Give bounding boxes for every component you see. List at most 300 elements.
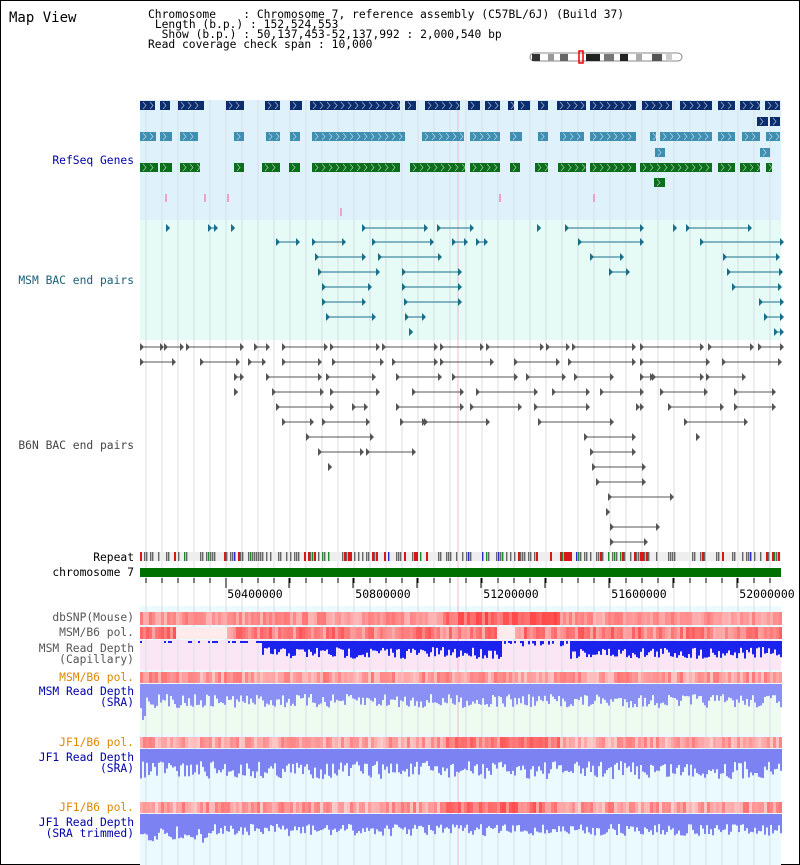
depth-bar xyxy=(270,641,272,654)
heat-cell xyxy=(725,737,728,748)
label-msm-depth-capillary[interactable] xyxy=(39,643,134,665)
depth-bar xyxy=(372,641,374,651)
depth-bar xyxy=(756,641,758,648)
depth-bar xyxy=(512,814,514,825)
heat-cell xyxy=(611,612,614,625)
heat-cell xyxy=(392,672,395,683)
heat-cell xyxy=(698,612,701,625)
label-msm-b6-pol-2[interactable]: MSM/B6 pol. xyxy=(59,671,134,684)
heat-cell xyxy=(356,737,359,748)
heat-cell xyxy=(686,737,689,748)
heat-cell xyxy=(449,672,452,683)
repeat-element xyxy=(270,552,271,561)
bac-end-marker xyxy=(668,403,672,411)
depth-bar xyxy=(512,749,514,771)
heat-cell xyxy=(467,802,470,813)
label-b6n-bac[interactable]: B6N BAC end pairs xyxy=(18,439,134,452)
heat-cell xyxy=(398,802,401,813)
heat-cell xyxy=(299,627,302,639)
depth-bar xyxy=(332,814,334,830)
depth-bar xyxy=(522,749,524,766)
depth-bar xyxy=(442,814,444,833)
bac-end-marker xyxy=(706,373,710,381)
heat-cell xyxy=(476,737,479,748)
depth-bar xyxy=(356,641,358,657)
heat-cell xyxy=(776,672,779,683)
repeat-element xyxy=(470,552,471,561)
depth-bar xyxy=(256,749,258,772)
depth-bar xyxy=(732,684,734,700)
heat-cell xyxy=(671,627,674,639)
depth-bar xyxy=(238,749,240,773)
bac-end-marker xyxy=(538,418,542,426)
heat-cell xyxy=(353,737,356,748)
repeat-element xyxy=(640,552,642,561)
bac-end-marker xyxy=(574,373,578,381)
depth-bar xyxy=(152,814,154,841)
heat-cell xyxy=(602,672,605,683)
heat-cell xyxy=(776,802,779,813)
depth-bar xyxy=(322,641,324,650)
heat-cell xyxy=(590,802,593,813)
depth-bar xyxy=(682,814,684,835)
depth-bar xyxy=(290,749,292,772)
depth-bar xyxy=(398,641,400,649)
axis-tick-label: 51600000 xyxy=(611,587,667,601)
depth-bar xyxy=(658,814,660,824)
heat-cell xyxy=(458,612,461,625)
heat-cell xyxy=(335,737,338,748)
repeat-element xyxy=(348,552,350,561)
bac-end-marker xyxy=(140,343,144,351)
depth-bar xyxy=(382,641,384,648)
depth-bar xyxy=(310,641,312,652)
depth-bar xyxy=(362,814,364,828)
label-chromosome[interactable]: chromosome 7 xyxy=(52,566,134,579)
depth-bar xyxy=(170,749,172,765)
heat-cell xyxy=(215,737,218,748)
depth-bar xyxy=(306,641,308,657)
heat-cell xyxy=(545,612,548,625)
heat-cell xyxy=(527,612,530,625)
depth-bar xyxy=(496,684,498,707)
depth-bar xyxy=(566,749,568,771)
repeat-element xyxy=(232,552,233,561)
depth-bar xyxy=(452,749,454,764)
depth-bar xyxy=(306,814,308,826)
heat-cell xyxy=(311,802,314,813)
bac-end-marker xyxy=(632,448,636,456)
repeat-element xyxy=(420,552,421,561)
depth-bar xyxy=(732,641,734,655)
heat-cell xyxy=(674,802,677,813)
heat-cell xyxy=(470,627,473,639)
heat-cell xyxy=(656,672,659,683)
depth-bar xyxy=(408,749,410,777)
depth-bar xyxy=(626,814,628,826)
depth-bar xyxy=(772,749,774,774)
heat-cell xyxy=(641,737,644,748)
depth-bar xyxy=(478,749,480,775)
depth-bar xyxy=(296,814,298,830)
heat-cell xyxy=(263,627,266,639)
depth-bar xyxy=(356,814,358,833)
depth-bar xyxy=(482,749,484,764)
heat-cell xyxy=(278,627,281,639)
heat-cell xyxy=(578,612,581,625)
heat-cell xyxy=(632,612,635,625)
depth-bar xyxy=(146,684,148,698)
bac-end-marker xyxy=(708,343,712,351)
depth-bar xyxy=(488,641,490,651)
depth-bar xyxy=(442,684,444,698)
heat-cell xyxy=(482,672,485,683)
bac-end-marker xyxy=(392,358,396,366)
heat-cell xyxy=(659,672,662,683)
bac-end-marker xyxy=(396,373,400,381)
heat-cell xyxy=(707,627,710,639)
heat-cell xyxy=(458,627,461,639)
heat-cell xyxy=(515,627,518,639)
depth-bar xyxy=(478,814,480,829)
heat-cell xyxy=(776,737,779,748)
depth-bar xyxy=(742,814,744,824)
depth-bar xyxy=(452,684,454,704)
heat-cell xyxy=(206,612,209,625)
heat-cell xyxy=(644,612,647,625)
heat-cell xyxy=(269,627,272,639)
depth-bar xyxy=(556,684,558,701)
depth-bar xyxy=(304,814,306,833)
heat-cell xyxy=(704,802,707,813)
depth-bar xyxy=(300,641,302,649)
heat-cell xyxy=(236,627,239,639)
depth-bar xyxy=(194,684,196,694)
depth-bar xyxy=(516,684,518,704)
heat-cell xyxy=(449,802,452,813)
heat-cell xyxy=(425,612,428,625)
depth-bar xyxy=(744,814,746,831)
repeat-element xyxy=(234,552,235,561)
depth-bar xyxy=(562,814,564,826)
heat-cell xyxy=(338,612,341,625)
depth-bar xyxy=(420,684,422,702)
heat-cell xyxy=(323,627,326,639)
heat-cell xyxy=(557,672,560,683)
heat-cell xyxy=(284,612,287,625)
depth-bar xyxy=(688,684,690,696)
depth-bar xyxy=(728,814,730,835)
heat-cell xyxy=(629,672,632,683)
heat-cell xyxy=(527,802,530,813)
gene-block xyxy=(470,132,500,141)
heat-cell xyxy=(254,737,257,748)
depth-bar xyxy=(486,814,488,828)
heat-cell xyxy=(380,737,383,748)
depth-bar xyxy=(724,749,726,764)
depth-bar xyxy=(298,814,300,827)
heat-cell xyxy=(176,802,179,813)
heat-cell xyxy=(509,672,512,683)
heat-cell xyxy=(593,737,596,748)
label-jf1-depth-sra[interactable] xyxy=(39,752,134,774)
depth-bar xyxy=(324,749,326,774)
heat-cell xyxy=(413,627,416,639)
depth-bar xyxy=(652,641,654,649)
heat-cell xyxy=(770,802,773,813)
axis-tick-label: 50400000 xyxy=(227,587,283,601)
heat-cell xyxy=(581,627,584,639)
heat-cell xyxy=(524,627,527,639)
depth-bar xyxy=(588,814,590,832)
depth-bar xyxy=(278,749,280,777)
label-jf1-depth-trimmed[interactable] xyxy=(39,817,134,839)
depth-bar xyxy=(488,814,490,826)
repeat-element xyxy=(496,552,497,561)
depth-bar xyxy=(212,641,214,643)
depth-bar xyxy=(614,641,616,657)
heat-cell xyxy=(302,737,305,748)
heat-cell xyxy=(278,672,281,683)
heat-cell xyxy=(326,737,329,748)
repeat-element xyxy=(550,552,552,561)
heat-cell xyxy=(236,802,239,813)
depth-bar xyxy=(574,641,576,652)
depth-bar xyxy=(672,749,674,773)
depth-bar xyxy=(652,814,654,835)
b6n-bac-track[interactable] xyxy=(140,343,784,546)
heat-cell xyxy=(170,627,173,639)
heat-cell xyxy=(164,737,167,748)
depth-bar xyxy=(714,641,716,655)
heat-cell xyxy=(413,612,416,625)
depth-bar xyxy=(434,641,436,656)
depth-bar xyxy=(246,641,248,643)
heat-cell xyxy=(677,672,680,683)
chromosome-ideogram[interactable] xyxy=(530,51,682,63)
heat-cell xyxy=(770,737,773,748)
depth-bar xyxy=(172,749,174,768)
repeat-element xyxy=(202,552,203,561)
heat-cell xyxy=(479,802,482,813)
depth-bar xyxy=(652,749,654,766)
heat-cell xyxy=(155,672,158,683)
depth-bar xyxy=(316,749,318,777)
heat-cell xyxy=(230,737,233,748)
repeat-element xyxy=(722,552,724,561)
depth-bar xyxy=(578,749,580,766)
bac-end-marker xyxy=(584,433,588,441)
heat-cell xyxy=(656,737,659,748)
heat-cell xyxy=(536,737,539,748)
heat-cell xyxy=(299,672,302,683)
depth-bar xyxy=(262,749,264,778)
heat-cell xyxy=(383,672,386,683)
depth-bar xyxy=(286,814,288,829)
depth-bar xyxy=(432,684,434,703)
depth-bar xyxy=(366,814,368,828)
repeat-element xyxy=(260,552,261,561)
depth-bar xyxy=(340,684,342,701)
heat-cell xyxy=(158,737,161,748)
repeat-element xyxy=(586,552,587,561)
depth-bar xyxy=(646,684,648,706)
bac-end-marker xyxy=(438,373,442,381)
label-dbsnp[interactable]: dbSNP(Mouse) xyxy=(52,611,134,624)
depth-bar xyxy=(278,641,280,652)
heat-cell xyxy=(680,737,683,748)
depth-bar xyxy=(632,749,634,762)
heat-cell xyxy=(752,672,755,683)
depth-bar xyxy=(544,749,546,762)
depth-bar xyxy=(170,641,172,643)
depth-bar xyxy=(462,814,464,831)
depth-bar xyxy=(140,684,142,708)
depth-bar xyxy=(642,749,644,772)
heat-cell xyxy=(632,627,635,639)
label-jf1-b6-pol[interactable]: JF1/B6 pol. xyxy=(59,736,134,749)
heat-cell xyxy=(245,672,248,683)
depth-bar xyxy=(572,749,574,773)
repeat-element xyxy=(620,552,621,561)
label-msm-b6-pol[interactable]: MSM/B6 pol. xyxy=(59,626,134,639)
heat-cell xyxy=(626,802,629,813)
heat-cell xyxy=(719,612,722,625)
depth-bar xyxy=(702,814,704,829)
depth-bar xyxy=(206,684,208,695)
heat-cell xyxy=(389,802,392,813)
depth-bar xyxy=(394,641,396,657)
heat-cell xyxy=(194,672,197,683)
depth-bar xyxy=(316,684,318,707)
depth-bar xyxy=(228,814,230,832)
depth-bar xyxy=(682,749,684,772)
depth-bar xyxy=(376,641,378,651)
depth-bar xyxy=(670,641,672,656)
heat-cell xyxy=(491,612,494,625)
heat-cell xyxy=(650,802,653,813)
heat-cell xyxy=(752,802,755,813)
depth-bar xyxy=(634,641,636,655)
heat-cell xyxy=(347,672,350,683)
depth-bar xyxy=(326,749,328,764)
heat-cell xyxy=(305,612,308,625)
depth-bar xyxy=(288,814,290,836)
heat-cell xyxy=(296,612,299,625)
heat-cell xyxy=(731,672,734,683)
heat-cell xyxy=(188,612,191,625)
depth-bar xyxy=(394,684,396,700)
repeat-element xyxy=(368,552,369,561)
depth-bar xyxy=(436,684,438,703)
heat-cell xyxy=(233,802,236,813)
repeat-track[interactable] xyxy=(140,552,781,561)
heat-cell xyxy=(734,672,737,683)
label-msm-depth-sra[interactable] xyxy=(39,686,134,708)
depth-bar xyxy=(600,749,602,762)
depth-bar xyxy=(382,814,384,836)
depth-bar xyxy=(288,749,290,764)
depth-bar xyxy=(344,641,346,658)
depth-bar xyxy=(294,749,296,773)
depth-bar xyxy=(712,684,714,695)
label-repeat[interactable]: Repeat xyxy=(93,551,134,564)
heat-cell xyxy=(614,672,617,683)
bac-end-marker xyxy=(140,358,144,366)
heat-cell xyxy=(686,802,689,813)
heat-cell xyxy=(617,802,620,813)
heat-cell xyxy=(260,612,263,625)
label-refseq-genes[interactable]: RefSeq Genes xyxy=(52,154,134,167)
heat-cell xyxy=(707,737,710,748)
heat-cell xyxy=(413,802,416,813)
heat-cell xyxy=(311,627,314,639)
label-jf1-b6-pol-2[interactable]: JF1/B6 pol. xyxy=(59,801,134,814)
depth-bar xyxy=(384,814,386,828)
depth-bar xyxy=(408,814,410,829)
depth-bar xyxy=(154,814,156,836)
depth-bar xyxy=(736,684,738,700)
bac-end-marker xyxy=(610,418,614,426)
depth-bar xyxy=(576,749,578,762)
depth-bar xyxy=(416,749,418,762)
depth-bar xyxy=(478,641,480,657)
label-msm-bac[interactable]: MSM BAC end pairs xyxy=(18,274,134,287)
depth-bar xyxy=(392,814,394,828)
repeat-element xyxy=(600,552,602,561)
heat-cell xyxy=(593,612,596,625)
heat-cell xyxy=(293,672,296,683)
depth-bar xyxy=(386,641,388,649)
heat-cell xyxy=(668,672,671,683)
heat-cell xyxy=(419,612,422,625)
depth-bar xyxy=(616,641,618,656)
heat-cell xyxy=(410,612,413,625)
depth-bar xyxy=(706,749,708,774)
bac-end-marker xyxy=(700,343,704,351)
depth-bar xyxy=(724,641,726,655)
heat-cell xyxy=(764,627,767,639)
depth-bar xyxy=(332,749,334,764)
span-value: 10,000 xyxy=(331,38,373,51)
depth-bar xyxy=(202,749,204,767)
depth-bar xyxy=(610,814,612,824)
label-jf1-depth-trimmed-l2: (SRA trimmed) xyxy=(45,827,134,840)
heat-cell xyxy=(359,612,362,625)
heat-cell xyxy=(332,627,335,639)
heat-cell xyxy=(719,627,722,639)
depth-bar xyxy=(610,749,612,767)
depth-bar xyxy=(528,641,530,644)
heat-cell xyxy=(164,672,167,683)
heat-cell xyxy=(497,672,500,683)
depth-bar xyxy=(480,684,482,705)
depth-bar xyxy=(484,684,486,705)
depth-bar xyxy=(144,749,146,777)
depth-bar xyxy=(422,684,424,708)
repeat-element xyxy=(754,552,755,561)
heat-cell xyxy=(716,802,719,813)
depth-bar xyxy=(148,749,150,775)
heat-cell xyxy=(662,802,665,813)
heat-cell xyxy=(302,672,305,683)
bac-end-marker xyxy=(476,388,480,396)
heat-cell xyxy=(542,627,545,639)
heat-cell xyxy=(650,612,653,625)
depth-bar xyxy=(764,641,766,654)
heat-cell xyxy=(275,802,278,813)
depth-bar xyxy=(468,749,470,761)
